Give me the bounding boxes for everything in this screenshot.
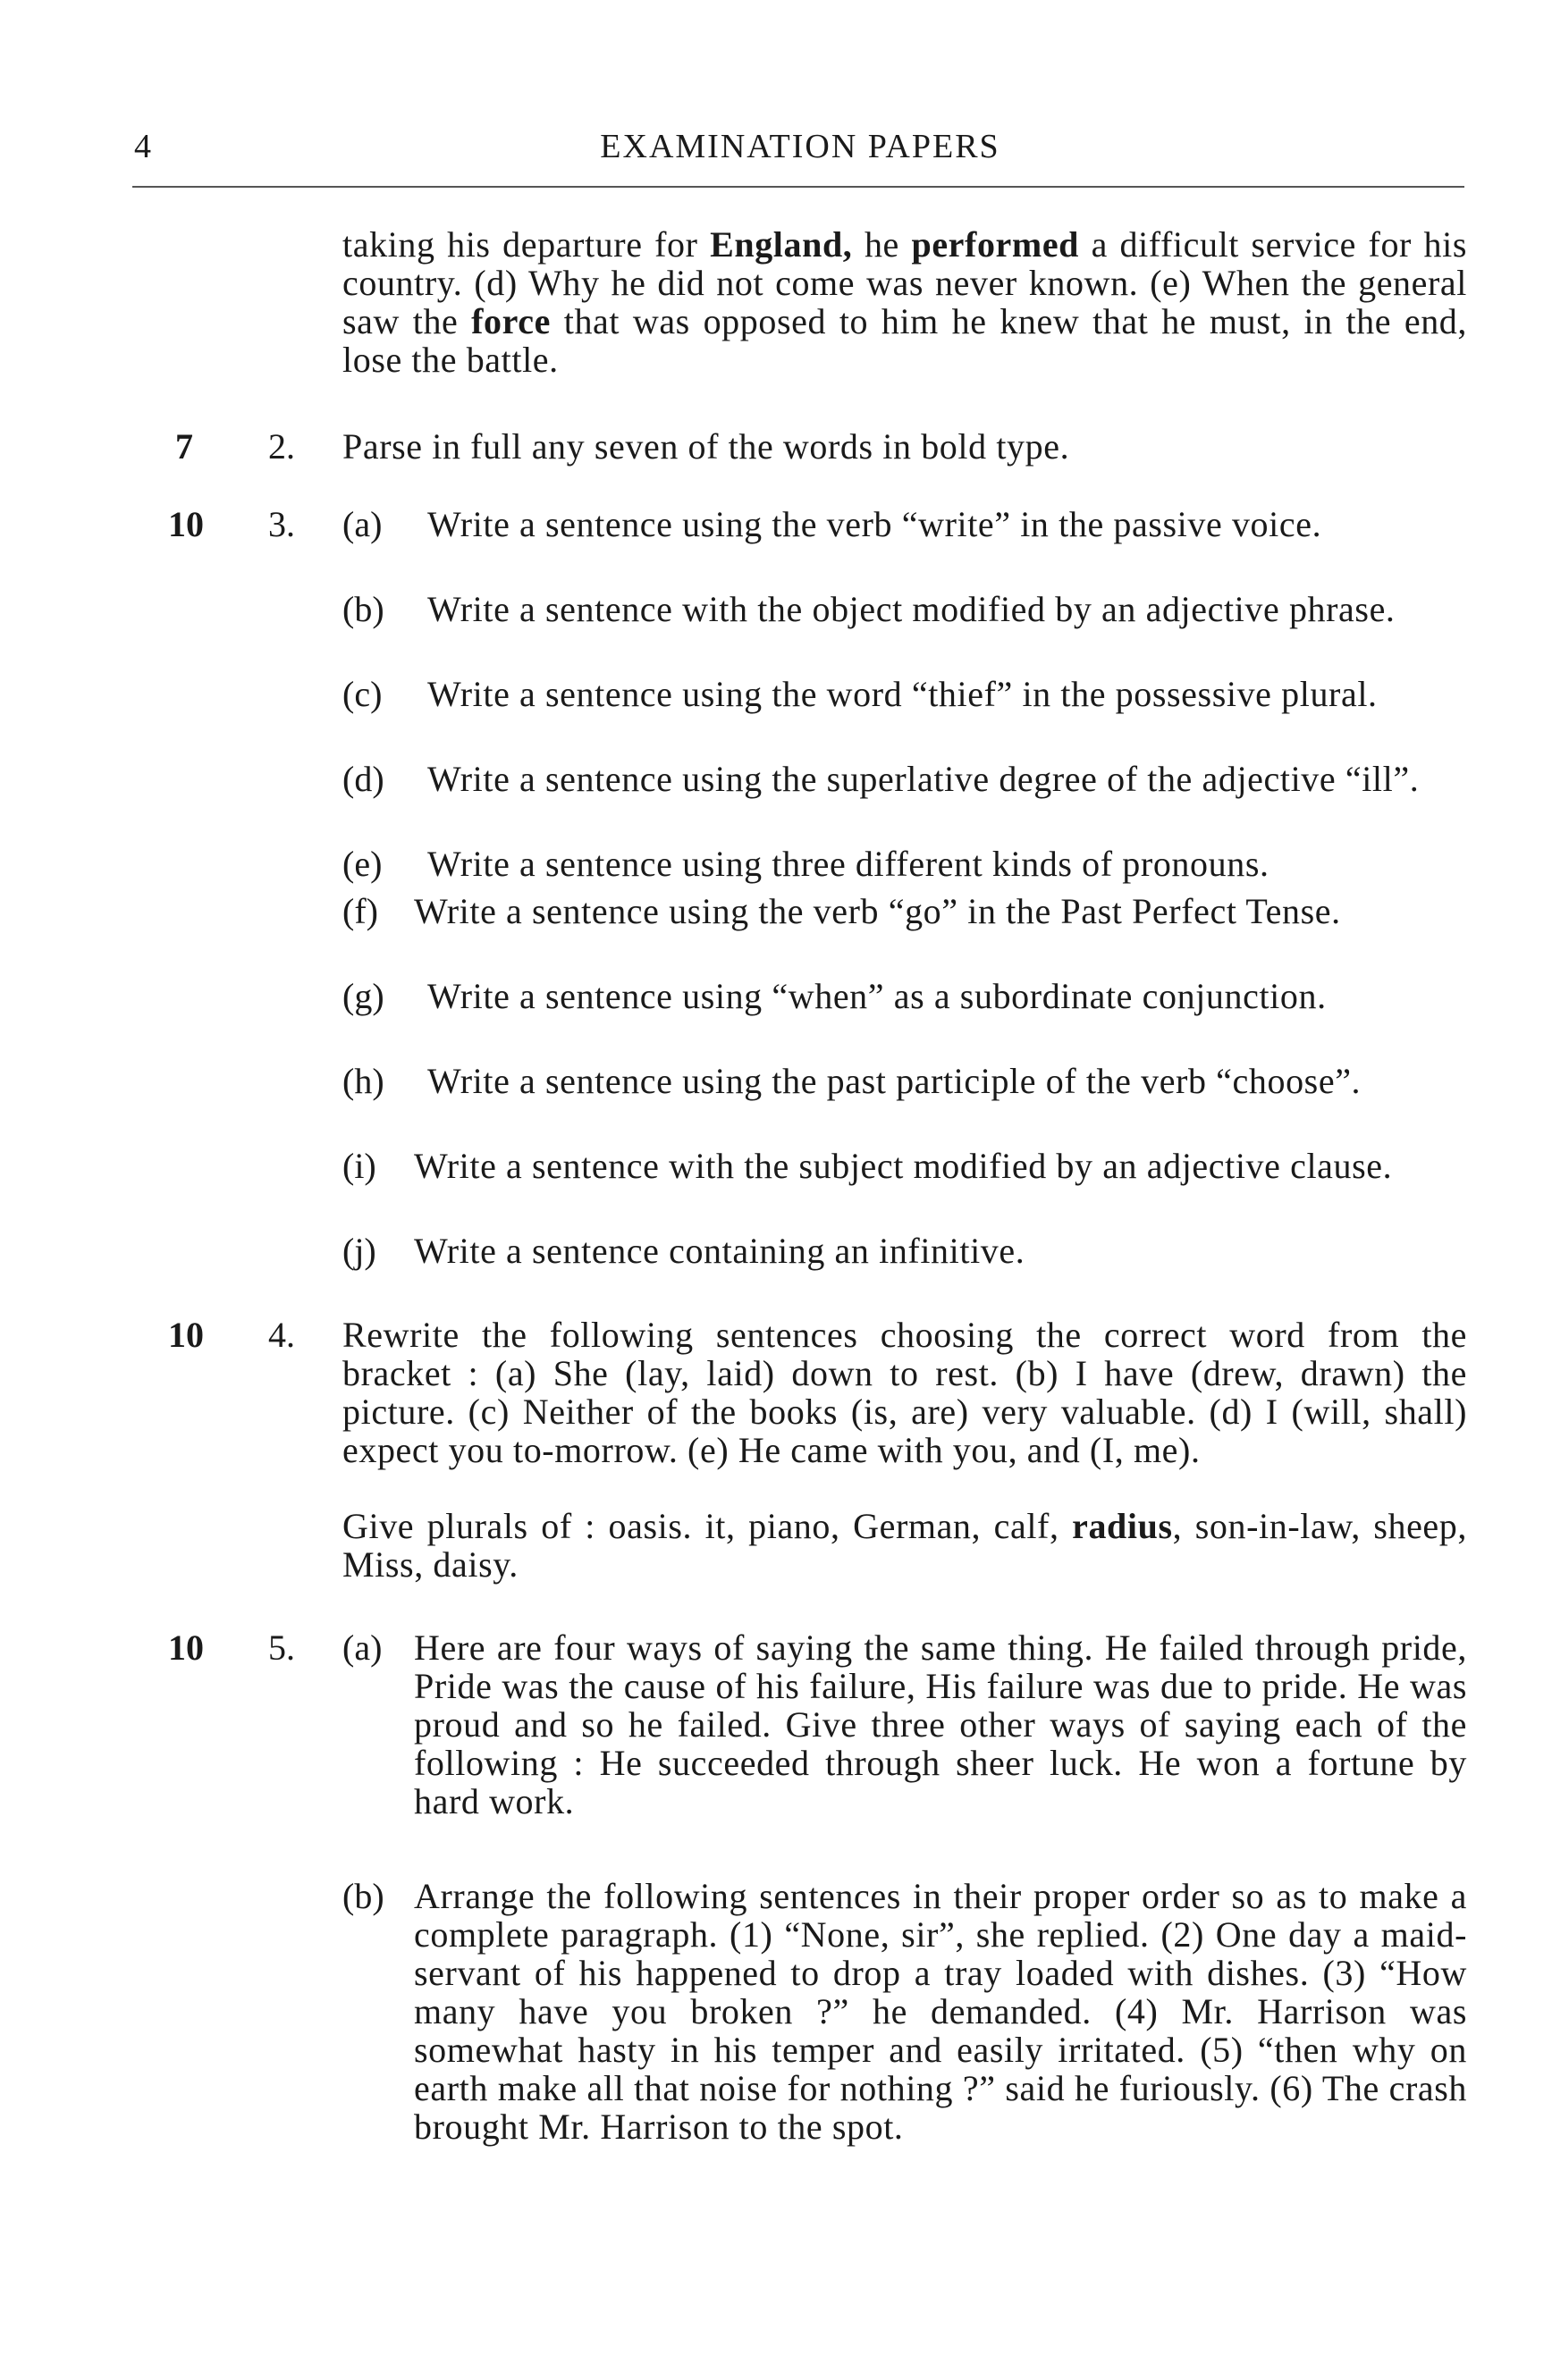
q3-part-c-label: (c) [342,674,383,714]
page-header [134,127,1466,172]
q3-part-h-text: Write a sentence using the past participle of the verb “choose”. [427,1061,1362,1101]
q3-part-f-text: Write a sentence using the verb “go” in the Past Perfect Tense. [414,891,1341,931]
q1-text-2: he [852,224,912,265]
question-4-number: 4. [268,1315,295,1355]
q3-part-j-text: Write a sentence containing an infinitive. [414,1231,1025,1271]
running-title: EXAMINATION PAPERS [600,128,1000,165]
q3-part-c-text: Write a sentence using the word “thief” in the possessive plural. [427,674,1378,714]
q3-part-b-text: Write a sentence with the object modified by an adjective phrase. [427,589,1396,629]
question-1-continuation [342,225,1467,379]
question-5-marks: 10 [168,1627,204,1668]
question-3-marks: 10 [168,504,204,544]
q3-part-b-label: (b) [342,589,384,629]
q1-text-3: a difficult service for his country. (d) Why he did not come was never known. (e) When the general saw the [342,224,1467,341]
question-2-number: 2. [268,426,295,467]
header-rule [132,186,1464,188]
bold-word-force: force [471,301,551,341]
question-4-plurals [342,1507,1467,1584]
q5-part-b-text: Arrange the following sentences in their proper order so as to make a complete paragraph. (1) “None, sir”, she replied. (2) One day a maid-servant of his happened to drop a tray loaded with dishes. (3) “How many have you broken ?” he demanded. (4) Mr. Harrison was somewhat hasty in his temper and easily irritated. (5) “then why on earth make all that noise for nothing ?” said he furiously. (6) The crash brought Mr. Harrison to the spot. [414,1876,1467,2147]
q3-part-f-label: (f) [342,891,378,931]
q4-plurals-text-2: , son-in-law, sheep, Miss, daisy. [342,1506,1467,1585]
bold-word-radius: radius [1072,1506,1173,1546]
q1-text-4: that was opposed to him he knew that he must, in the end, lose the battle. [342,301,1467,380]
q3-part-i-text: Write a sentence with the subject modified by an adjective clause. [414,1146,1393,1186]
q3-part-e-text: Write a sentence using three different kinds of pronouns. [427,844,1269,884]
q3-part-a-label: (a) [342,504,383,544]
question-2-marks: 7 [175,426,193,467]
q3-part-d-text: Write a sentence using the superlative degree of the adjective “ill”. [427,759,1420,799]
q3-part-h-label: (h) [342,1061,384,1101]
q3-part-a-text: Write a sentence using the verb “write” in the passive voice. [427,504,1322,544]
question-3-number: 3. [268,504,295,544]
q3-part-g-text: Write a sentence using “when” as a subordinate conjunction. [427,976,1327,1016]
bold-word-england: England, [710,224,853,265]
q3-part-d-label: (d) [342,759,384,799]
q3-part-j-label: (j) [342,1231,376,1271]
q5-part-b-label: (b) [342,1876,384,1916]
question-4-text: Rewrite the following sentences choosing the correct word from the bracket : (a) She (lay, laid) down to rest. (b) I have (drew, drawn) the picture. (c) Neither of the books (is, are) very valuable. (d) I (will, shall) expect you to-morrow. (e) He came with you, and (I, me). [342,1315,1467,1470]
bold-word-performed: performed [911,224,1080,265]
q1-text-1: taking his departure for [342,224,711,265]
question-5-number: 5. [268,1627,295,1668]
question-2-text: Parse in full any seven of the words in bold type. [342,426,1070,467]
q5-part-a-text: Here are four ways of saying the same thing. He failed through pride, Pride was the cause of his failure, His failure was due to pride. He was proud and so he failed. Give three other ways of saying each of the following : He succeeded through sheer luck. He won a fortune by hard work. [414,1627,1467,1821]
page-number: 4 [134,128,152,165]
q3-part-i-label: (i) [342,1146,376,1186]
question-4-marks: 10 [168,1315,204,1355]
q4-plurals-text-1: Give plurals of : oasis. it, piano, German, calf, [342,1506,1073,1546]
q5-part-a-label: (a) [342,1627,383,1668]
q3-part-e-label: (e) [342,844,383,884]
q3-part-g-label: (g) [342,976,384,1016]
